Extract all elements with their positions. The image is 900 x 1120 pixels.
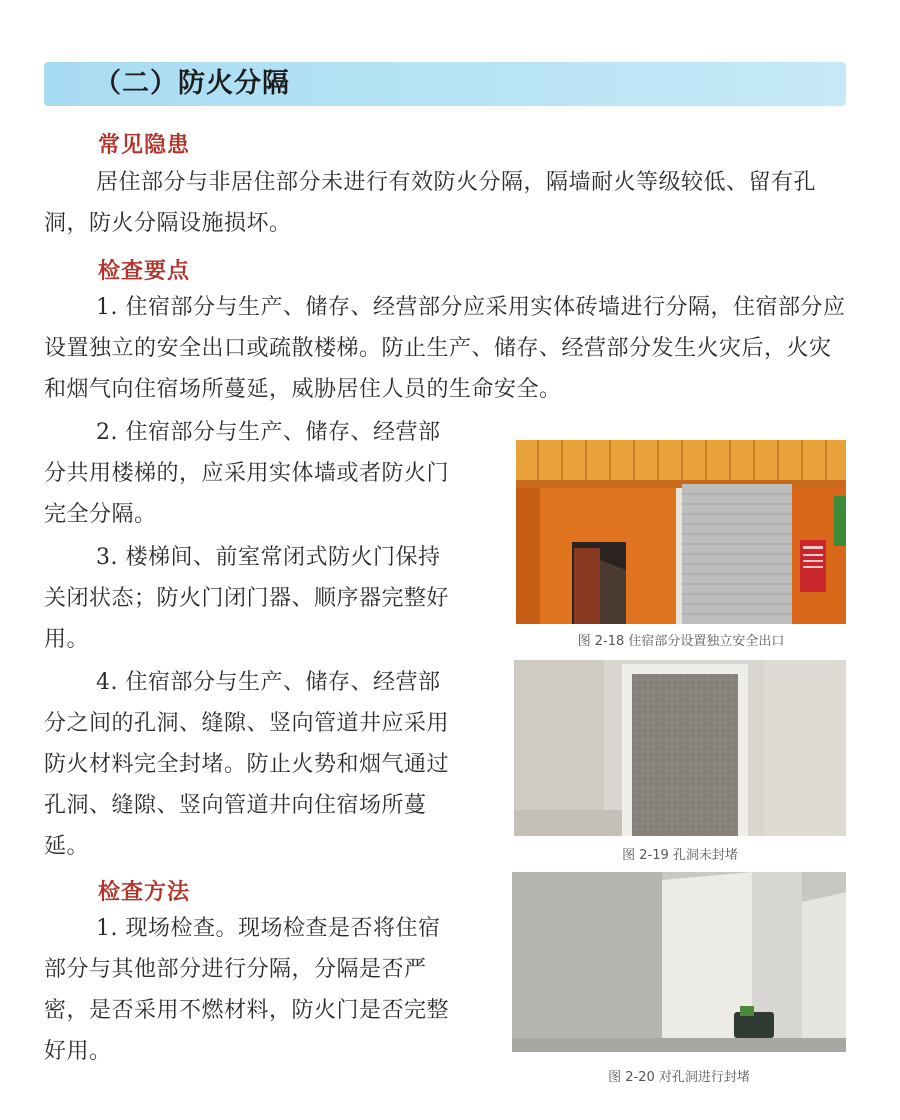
- heading-inspection-points: 检查要点: [98, 259, 191, 284]
- heading-hazards: 常见隐患: [98, 133, 191, 158]
- figure-sealed-hole-photo: [512, 872, 846, 1052]
- inspection-point-3: 3. 楼梯间、前室常闭式防火门保持关闭状态；防火门闭门器、顺序器完整好用。: [44, 545, 450, 652]
- section-title: （二）防火分隔: [94, 68, 290, 99]
- inspection-point-2: 2. 住宿部分与生产、储存、经营部分共用楼梯的，应采用实体墙或者防火门完全分隔。: [44, 420, 450, 527]
- figure-caption-2-20: 图 2-20 对孔洞进行封堵: [608, 1070, 750, 1085]
- inspection-method-1: 1. 现场检查。现场检查是否将住宿部分与其他部分进行分隔，分隔是否严密，是否采用不燃材料，防火门是否完整好用。: [44, 916, 450, 1064]
- section-banner: [44, 62, 846, 106]
- heading-inspection-methods: 检查方法: [98, 880, 191, 905]
- figure-caption-2-18: 图 2-18 住宿部分设置独立安全出口: [577, 634, 785, 649]
- figure-unsealed-hole-photo: [514, 660, 846, 836]
- hazards-text: 居住部分与非居住部分未进行有效防火分隔，隔墙耐火等级较低、留有孔洞，防火分隔设施损坏。: [44, 170, 817, 236]
- figure-independent-exit-photo: [516, 440, 846, 624]
- inspection-point-4: 4. 住宿部分与生产、储存、经营部分之间的孔洞、缝隙、竖向管道井应采用防火材料完全封堵。防止火势和烟气通过孔洞、缝隙、竖向管道井向住宿场所蔓延。: [44, 670, 450, 859]
- inspection-point-1: 1. 住宿部分与生产、储存、经营部分应采用实体砖墙进行分隔，住宿部分应设置独立的安全出口或疏散楼梯。防止生产、储存、经营部分发生火灾后，火灾和烟气向住宿场所蔓延，威胁居住人员的生命安全。: [44, 295, 846, 402]
- figure-caption-2-19: 图 2-19 孔洞未封堵: [622, 848, 738, 863]
